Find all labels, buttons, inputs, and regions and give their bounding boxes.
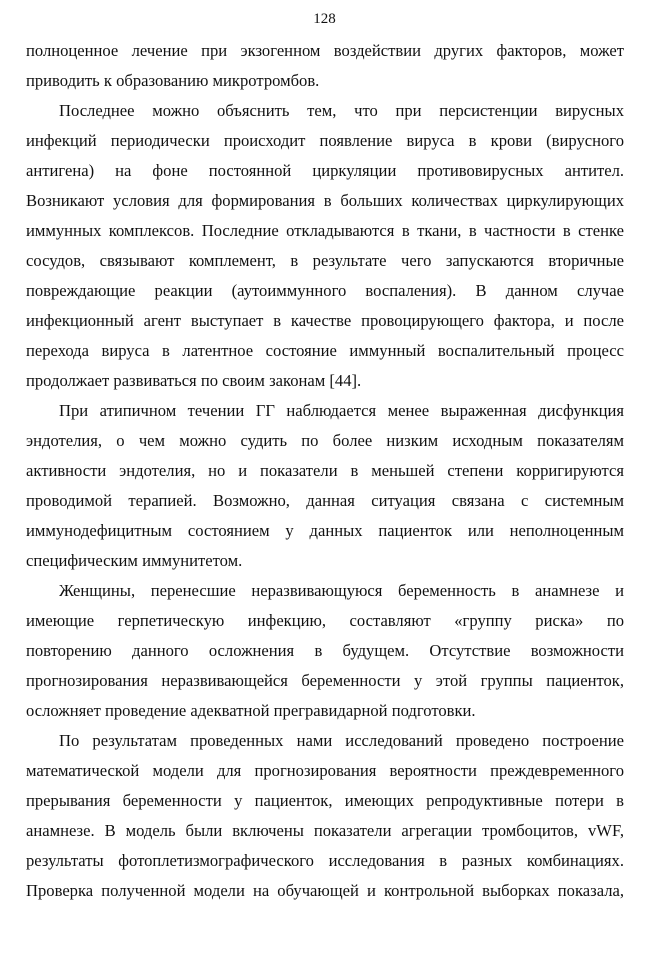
text-line: специфическим иммунитетом. xyxy=(26,551,243,570)
paragraph xyxy=(26,396,624,576)
text-line: эндотелия, о чем можно судить по более низким исходным показателям xyxy=(26,431,624,450)
text-line: сосудов, связывают комплемент, в результате чего запускаются вторичные xyxy=(26,251,624,270)
text-line: инфекций периодически происходит появление вируса в крови (вирусного xyxy=(26,131,624,150)
paragraph xyxy=(26,726,624,906)
text-line: активности эндотелия, но и показатели в меньшей степени корригируются xyxy=(26,461,624,480)
text-line: Проверка полученной модели на обучающей и контрольной выборках показала, xyxy=(26,881,624,900)
text-line: имеющие герпетическую инфекцию, составляют «группу риска» по xyxy=(26,611,624,630)
text-line: При атипичном течении ГГ наблюдается менее выраженная дисфункция xyxy=(59,401,624,420)
text-line: По результатам проведенных нами исследований проведено построение xyxy=(59,731,624,750)
paragraph xyxy=(26,96,624,396)
text-line: иммунодефицитным состоянием у данных пациенток или неполноценным xyxy=(26,521,624,540)
paragraph xyxy=(26,36,624,96)
text-line: полноценное лечение при экзогенном воздействии других факторов, может xyxy=(26,41,624,60)
text-line: повторению данного осложнения в будущем. Отсутствие возможности xyxy=(26,641,624,660)
text-line: математической модели для прогнозирования вероятности преждевременного xyxy=(26,761,624,780)
text-line: иммунных комплексов. Последние откладываются в ткани, в частности в стенке xyxy=(26,221,624,240)
text-line: анамнезе. В модель были включены показатели агрегации тромбоцитов, vWF, xyxy=(26,821,624,840)
text-line: приводить к образованию микротромбов. xyxy=(26,71,320,90)
text-line: инфекционный агент выступает в качестве провоцирующего фактора, и после xyxy=(26,311,624,330)
text-line: прогнозирования неразвивающейся беременности у этой группы пациенток, xyxy=(26,671,624,690)
text-line: прерывания беременности у пациенток, имеющих репродуктивные потери в xyxy=(26,791,624,810)
paragraph xyxy=(26,576,624,726)
text-line: повреждающие реакции (аутоиммунного воспаления). В данном случае xyxy=(26,281,624,300)
text-line: результаты фотоплетизмографического исследования в разных комбинациях. xyxy=(26,851,624,870)
text-line: проводимой терапией. Возможно, данная ситуация связана с системным xyxy=(26,491,624,510)
text-line: Последнее можно объяснить тем, что при персистенции вирусных xyxy=(59,101,624,120)
page-number: 128 xyxy=(313,11,336,27)
text-line: Возникают условия для формирования в больших количествах циркулирующих xyxy=(26,191,624,210)
text-line: антигена) на фоне постоянной циркуляции противовирусных антител. xyxy=(26,161,624,180)
document-body xyxy=(26,36,624,906)
text-line: продолжает развиваться по своим законам [44]. xyxy=(26,371,362,390)
text-line: осложняет проведение адекватной прегравидарной подготовки. xyxy=(26,701,476,720)
text-line: перехода вируса в латентное состояние иммунный воспалительный процесс xyxy=(26,341,624,360)
text-line: Женщины, перенесшие неразвивающуюся беременность в анамнезе и xyxy=(59,581,624,600)
